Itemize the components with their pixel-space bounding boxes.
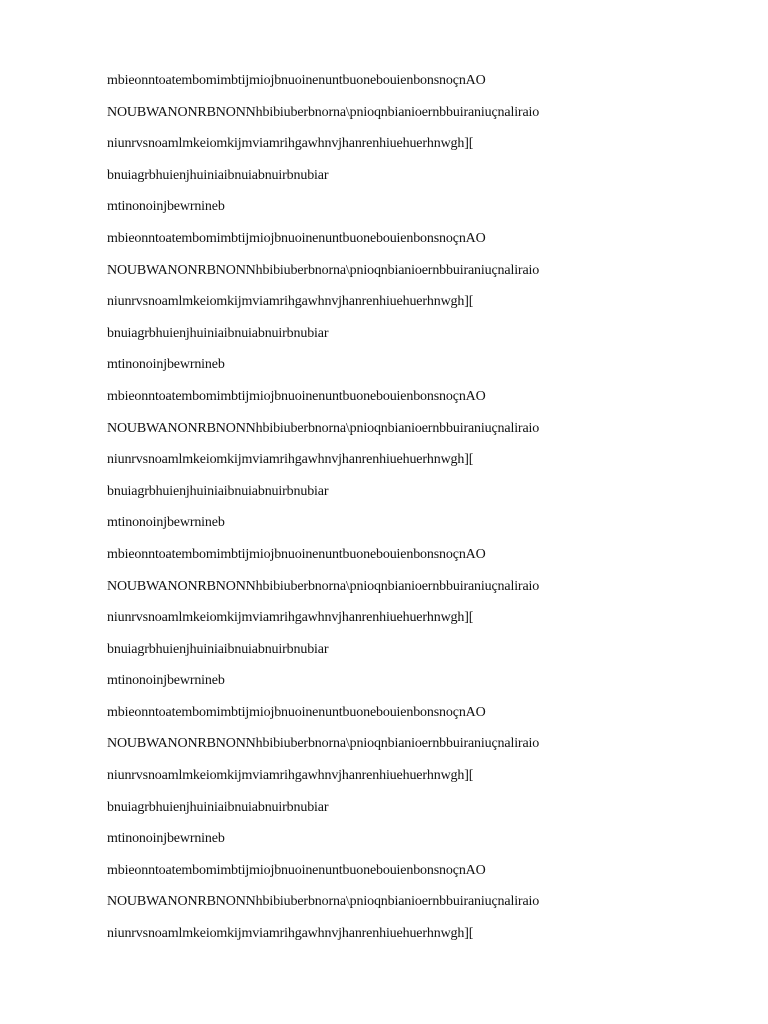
text-line: bnuiagrbhuienjhuiniaibnuiabnuirbnubiar [107, 641, 329, 657]
text-line: NOUBWANONRBNONNhbibiuberbnorna\pnioqnbianioernbbuiraniuçnaliraio [107, 104, 540, 120]
text-line: mbieonntoatembomimbtijmiojbnuoinenuntbuonebouienbonsnoçnAO [107, 388, 486, 404]
text-line: mbieonntoatembomimbtijmiojbnuoinenuntbuonebouienbonsnoçnAO [107, 230, 486, 246]
text-line: mtinonoinjbewrnineb [107, 357, 225, 373]
text-line: niunrvsnoamlmkeiomkijmviamrihgawhnvjhanrenhiuehuerhnwgh][ [107, 610, 474, 626]
text-line: NOUBWANONRBNONNhbibiuberbnorna\pnioqnbianioernbbuiraniuçnaliraio [107, 420, 540, 436]
text-line: niunrvsnoamlmkeiomkijmviamrihgawhnvjhanrenhiuehuerhnwgh][ [107, 452, 474, 468]
text-line: NOUBWANONRBNONNhbibiuberbnorna\pnioqnbianioernbbuiraniuçnaliraio [107, 578, 540, 594]
text-line: mtinonoinjbewrnineb [107, 673, 225, 689]
text-line: niunrvsnoamlmkeiomkijmviamrihgawhnvjhanrenhiuehuerhnwgh][ [107, 926, 474, 942]
text-line: niunrvsnoamlmkeiomkijmviamrihgawhnvjhanrenhiuehuerhnwgh][ [107, 136, 474, 152]
text-line: mbieonntoatembomimbtijmiojbnuoinenuntbuonebouienbonsnoçnAO [107, 73, 486, 88]
text-line: mtinonoinjbewrnineb [107, 199, 225, 215]
text-line: bnuiagrbhuienjhuiniaibnuiabnuirbnubiar [107, 799, 329, 815]
text-lines [107, 72, 539, 957]
text-line: niunrvsnoamlmkeiomkijmviamrihgawhnvjhanrenhiuehuerhnwgh][ [107, 294, 474, 310]
text-line: NOUBWANONRBNONNhbibiuberbnorna\pnioqnbianioernbbuiraniuçnaliraio [107, 736, 540, 752]
text-line: mbieonntoatembomimbtijmiojbnuoinenuntbuonebouienbonsnoçnAO [107, 546, 486, 562]
text-line: niunrvsnoamlmkeiomkijmviamrihgawhnvjhanrenhiuehuerhnwgh][ [107, 768, 474, 784]
text-line: mbieonntoatembomimbtijmiojbnuoinenuntbuonebouienbonsnoçnAO [107, 704, 486, 720]
text-line: bnuiagrbhuienjhuiniaibnuiabnuirbnubiar [107, 325, 329, 341]
text-line: NOUBWANONRBNONNhbibiuberbnorna\pnioqnbianioernbbuiraniuçnaliraio [107, 262, 540, 278]
text-line: bnuiagrbhuienjhuiniaibnuiabnuirbnubiar [107, 483, 329, 499]
text-line: bnuiagrbhuienjhuiniaibnuiabnuirbnubiar [107, 167, 329, 183]
text-line: mtinonoinjbewrnineb [107, 515, 225, 531]
text-line: mbieonntoatembomimbtijmiojbnuoinenuntbuonebouienbonsnoçnAO [107, 862, 486, 878]
text-line: mtinonoinjbewrnineb [107, 831, 225, 847]
text-line: NOUBWANONRBNONNhbibiuberbnorna\pnioqnbianioernbbuiraniuçnaliraio [107, 894, 540, 910]
